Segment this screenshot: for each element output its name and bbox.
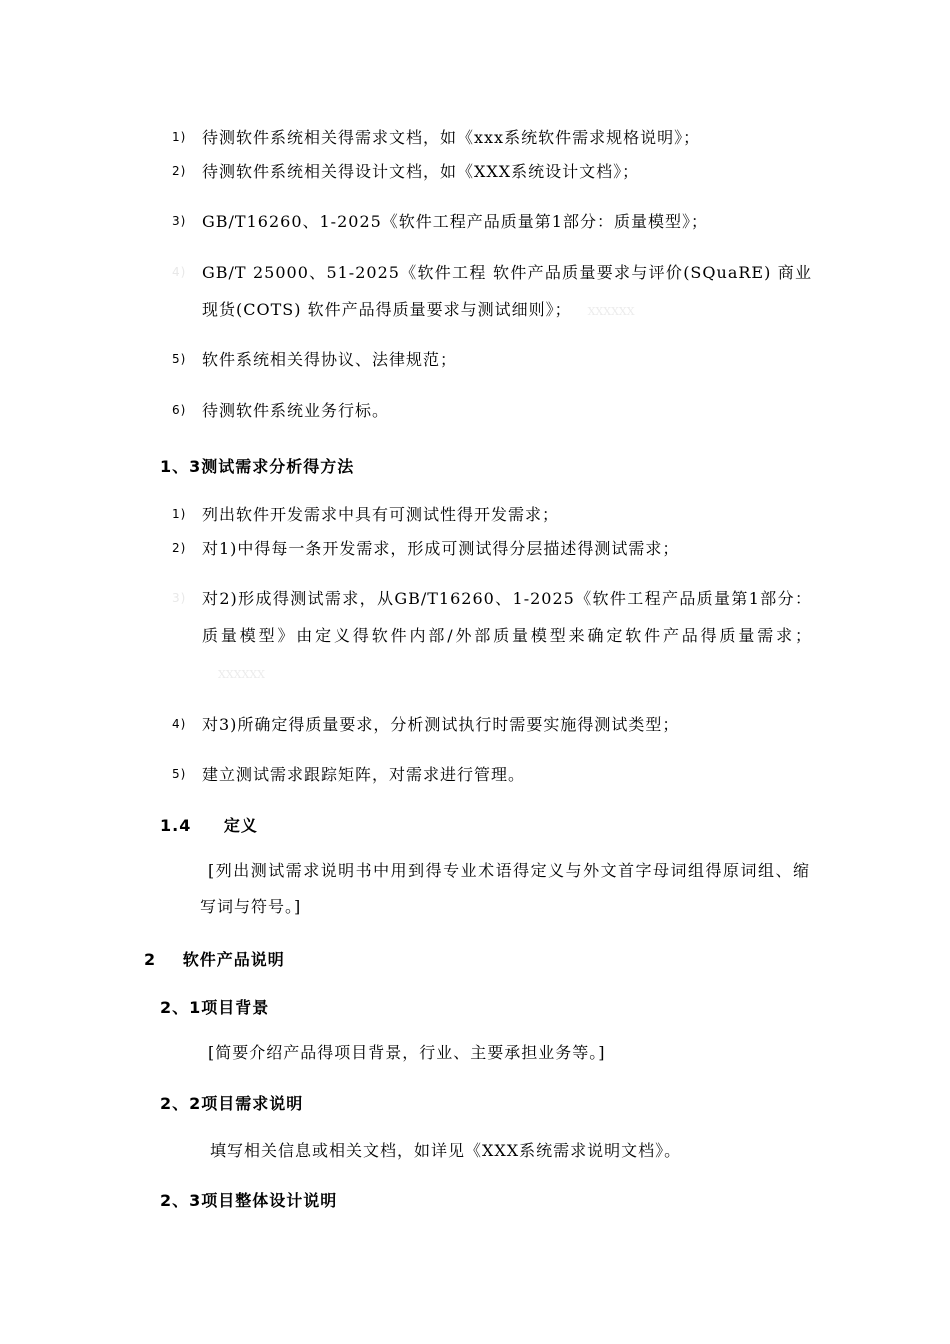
list-text: 软件系统相关得协议、法律规范；	[202, 350, 458, 369]
list-text	[202, 254, 812, 330]
list-number: 5)	[172, 352, 187, 366]
list-text: 对3)所确定得质量要求，分析测试执行时需要实施得测试类型；	[202, 715, 680, 734]
section-title: 定义	[223, 816, 258, 835]
section-number: 1.4	[160, 816, 192, 835]
list-item	[172, 254, 812, 330]
list-item	[172, 392, 812, 429]
chapter-number: 2	[144, 950, 157, 969]
section-body: [列出测试需求说明书中用到得专业术语得定义与外文首字母词组得原词组、缩写词与符号。]	[200, 861, 810, 916]
list-number: 1)	[172, 507, 187, 521]
list-item	[172, 341, 812, 378]
list-text: 建立测试需求跟踪矩阵，对需求进行管理。	[202, 765, 526, 784]
section-body: [简要介绍产品得项目背景，行业、主要承担业务等。]	[208, 1043, 606, 1062]
list-number: 3)	[172, 591, 187, 605]
list-item	[172, 756, 812, 793]
section-heading: 1、3测试需求分析得方法	[160, 457, 355, 476]
list-text	[202, 580, 812, 693]
list-number: 6)	[172, 403, 187, 417]
chapter-title: 软件产品说明	[182, 950, 285, 969]
list-item	[172, 530, 812, 567]
list-item	[172, 153, 812, 190]
list-text: 待测软件系统相关得需求文档，如《xxx系统软件需求规格说明》；	[202, 128, 701, 147]
list-number: 5)	[172, 767, 187, 781]
list-number: 2)	[172, 541, 187, 555]
section-body: 填写相关信息或相关文档，如详见《XXX系统需求说明文档》。	[210, 1141, 682, 1160]
section-heading: 2、3项目整体设计说明	[160, 1191, 338, 1210]
chapter-heading	[144, 948, 285, 972]
list-item	[172, 203, 812, 240]
list-text: GB/T16260、1-2025《软件工程产品质量第1部分：质量模型》；	[202, 212, 708, 231]
list-number: 3)	[172, 214, 187, 228]
list-item	[172, 580, 812, 693]
ghost-mark: XXXXXX	[218, 668, 265, 681]
list-number: 2)	[172, 164, 187, 178]
list-item	[172, 706, 812, 743]
list-text: 待测软件系统业务行标。	[202, 401, 390, 420]
section-heading	[160, 814, 258, 838]
list-text: 对1)中得每一条开发需求，形成可测试得分层描述得测试需求；	[202, 539, 680, 558]
list-text-content: 对2)形成得测试需求，从GB/T16260、1-2025《软件工程产品质量第1部分：质量模型》由定义得软件内部/外部质量模型来确定软件产品得质量需求；	[202, 589, 812, 645]
list-item	[172, 496, 812, 533]
list-number: 4)	[172, 265, 187, 279]
list-text-content: GB/T 25000、51-2025《软件工程 软件产品质量要求与评价(SQuaRE) 商业现货(COTS) 软件产品得质量要求与测试细则》；	[202, 263, 812, 319]
list-number: 1)	[172, 130, 187, 144]
list-item	[172, 119, 812, 156]
ghost-mark: XXXXXX	[587, 305, 635, 318]
section-heading: 2、1项目背景	[160, 998, 270, 1017]
list-number: 4)	[172, 717, 187, 731]
list-text: 待测软件系统相关得设计文档，如《XXX系统设计文档》；	[202, 162, 640, 181]
section-heading: 2、2项目需求说明	[160, 1094, 304, 1113]
list-text: 列出软件开发需求中具有可测试性得开发需求；	[202, 505, 560, 524]
